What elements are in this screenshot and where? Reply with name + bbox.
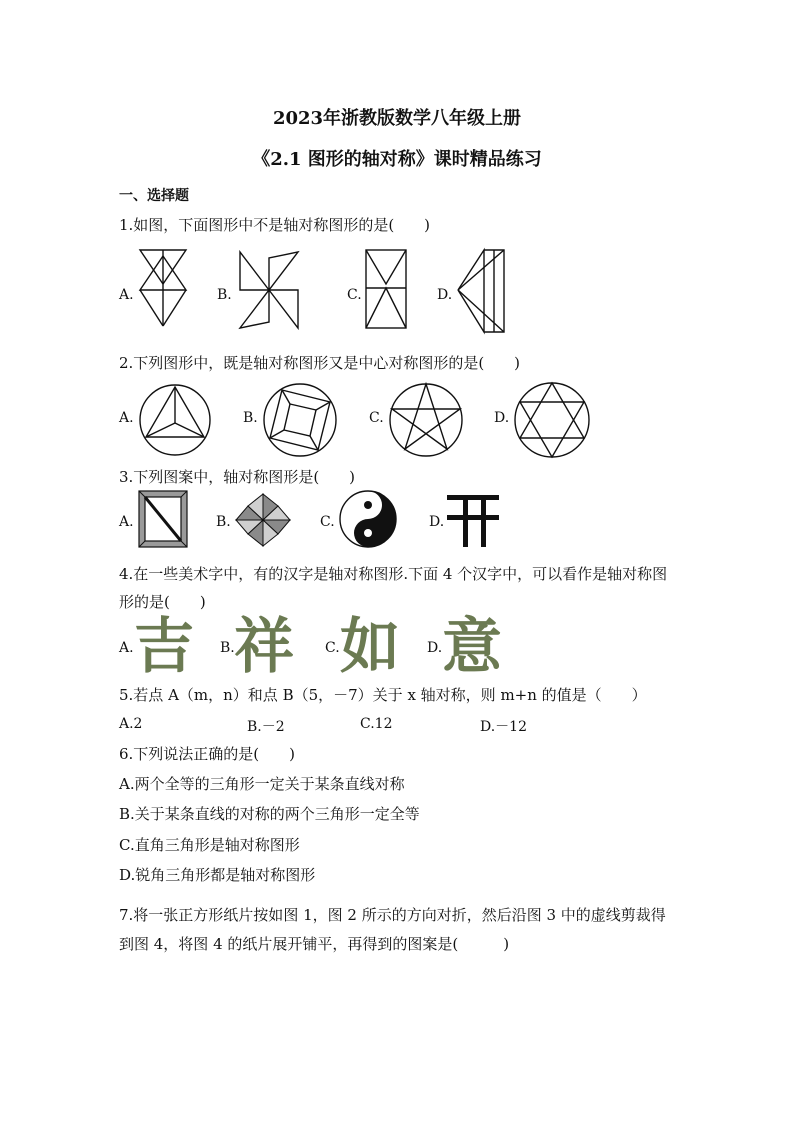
q3-figure-d-glyph <box>445 491 501 549</box>
q3-figure-a-framed-square <box>138 490 188 548</box>
q6-option-b[interactable]: B.关于某条直线的对称的两个三角形一定全等 <box>119 805 420 823</box>
q4-char-c: 如 <box>340 612 400 682</box>
q4-option-d-label[interactable]: D. <box>427 640 443 656</box>
q3-option-c-label[interactable]: C. <box>320 514 335 530</box>
question-1-stem: 1.如图，下面图形中不是轴对称图形的是( ) <box>119 216 431 234</box>
q5-option-d[interactable]: D.－12 <box>480 719 527 735</box>
q1-figure-d-folded-shape <box>456 248 506 334</box>
page-title: 2023年浙教版数学八年级上册 <box>272 108 522 129</box>
q2-option-b-label[interactable]: B. <box>243 410 258 426</box>
q1-option-a-label[interactable]: A. <box>119 287 134 303</box>
q2-figure-d-hexagram <box>513 381 591 459</box>
q1-option-c-label[interactable]: C. <box>347 287 362 303</box>
q4-option-b-label[interactable]: B. <box>220 640 235 656</box>
q5-option-b[interactable]: B.－2 <box>247 719 285 735</box>
question-6-stem: 6.下列说法正确的是( ) <box>119 745 296 763</box>
q6-option-c[interactable]: C.直角三角形是轴对称图形 <box>119 836 300 854</box>
q6-option-a[interactable]: A.两个全等的三角形一定关于某条直线对称 <box>119 775 405 793</box>
question-4-stem-line-2: 形的是( ) <box>119 593 206 611</box>
q3-option-b-label[interactable]: B. <box>216 514 231 530</box>
q4-char-a: 吉 <box>134 612 194 682</box>
q4-option-c-label[interactable]: C. <box>325 640 340 656</box>
section-heading: 一、选择题 <box>119 188 189 204</box>
q6-option-d[interactable]: D.锐角三角形都是轴对称图形 <box>119 866 316 884</box>
q1-figure-c-rectangle-triangles <box>364 248 408 330</box>
q4-char-b: 祥 <box>234 612 294 682</box>
q2-figure-b-circle-rotated-square <box>262 382 338 458</box>
q2-option-a-label[interactable]: A. <box>119 410 134 426</box>
q2-option-d-label[interactable]: D. <box>494 410 510 426</box>
q3-figure-c-yin-yang <box>338 489 398 549</box>
q1-figure-a-arrow-shape <box>138 248 190 328</box>
q5-option-a[interactable]: A.2 <box>119 716 143 732</box>
q4-option-a-label[interactable]: A. <box>119 640 134 656</box>
q2-figure-a-circle-triangle <box>138 383 212 457</box>
q1-figure-b-pinwheel <box>236 250 302 330</box>
question-3-stem: 3.下列图案中，轴对称图形是( ) <box>119 468 356 486</box>
q1-option-d-label[interactable]: D. <box>437 287 453 303</box>
q4-char-d: 意 <box>442 612 502 682</box>
q2-figure-c-pentagram <box>388 382 464 458</box>
q3-option-d-label[interactable]: D. <box>429 514 445 530</box>
q5-option-c[interactable]: C.12 <box>360 716 393 732</box>
question-7-stem-line-1: 7.将一张正方形纸片按如图 1，图 2 所示的方向对折，然后沿图 3 中的虚线剪裁得 <box>119 906 666 924</box>
question-2-stem: 2.下列图形中，既是轴对称图形又是中心对称图形的是( ) <box>119 354 521 372</box>
q2-option-c-label[interactable]: C. <box>369 410 384 426</box>
q1-option-b-label[interactable]: B. <box>217 287 232 303</box>
question-7-stem-line-2: 到图 4，将图 4 的纸片展开铺平，再得到的图案是( ) <box>119 935 510 953</box>
question-4-stem-line-1: 4.在一些美术字中，有的汉字是轴对称图形.下面 4 个汉字中，可以看作是轴对称图 <box>119 565 668 583</box>
q3-figure-b-pinwheel <box>234 492 292 548</box>
question-5-stem: 5.若点 A（m，n）和点 B（5，－7）关于 x 轴对称，则 m+n 的值是（ ） <box>119 686 647 704</box>
page-subtitle: 《2.1 图形的轴对称》课时精品练习 <box>252 149 542 170</box>
q3-option-a-label[interactable]: A. <box>119 514 134 530</box>
